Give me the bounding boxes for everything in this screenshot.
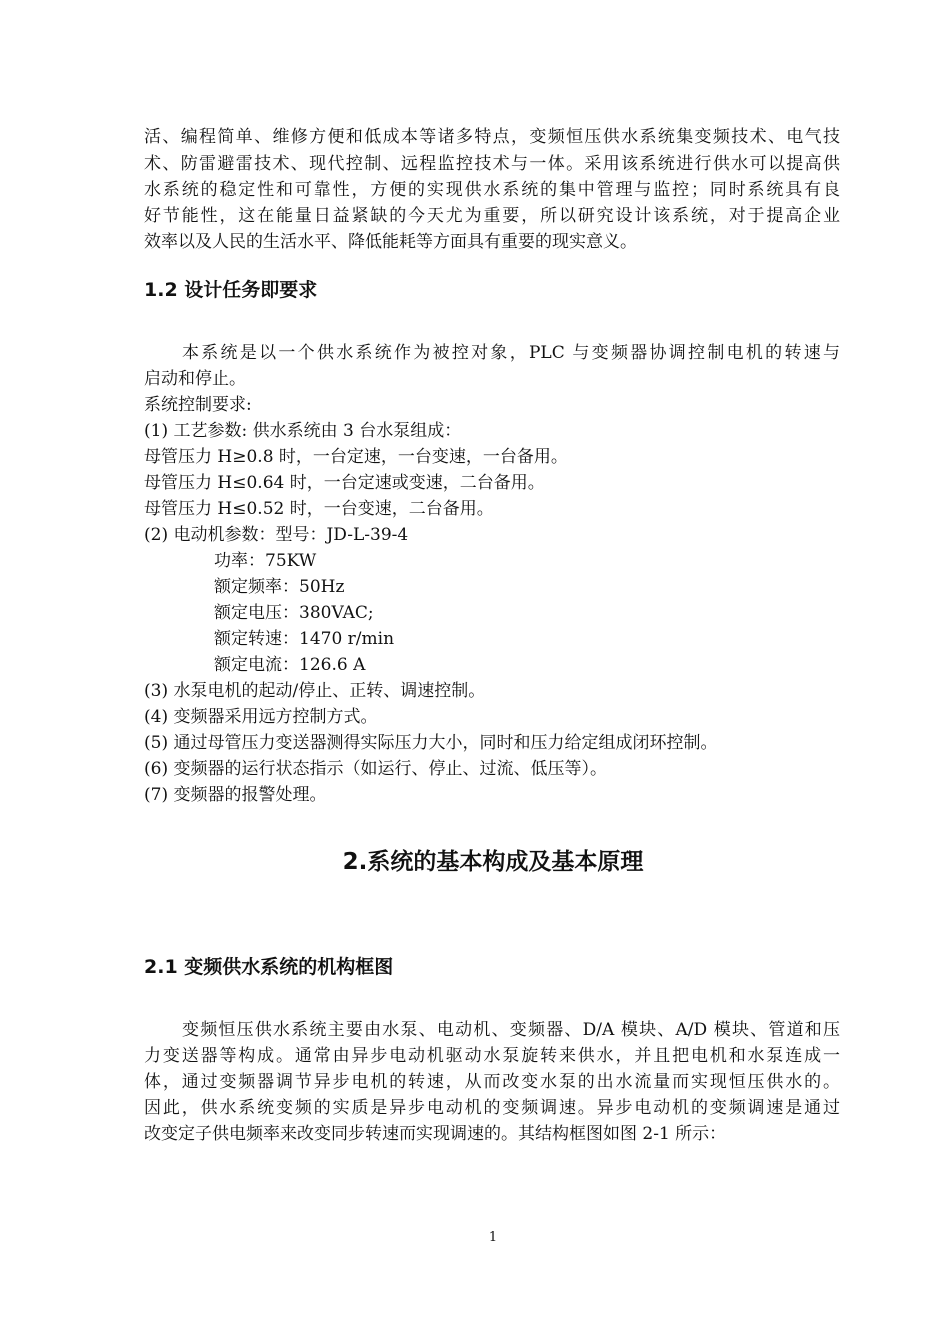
pressure-condition-2: 母管压力 H≤0.64 时，一台定速或变速，二台备用。	[144, 473, 545, 493]
section-heading-2-1: 2.1 变频供水系统的机构框图	[144, 956, 394, 978]
requirement-item-4: (4) 变频器采用远方控制方式。	[144, 707, 378, 727]
requirement-item-7: (7) 变频器的报警处理。	[144, 785, 327, 805]
requirement-item-6: (6) 变频器的运行状态指示（如运行、停止、过流、低压等）。	[144, 759, 607, 779]
intro-line-4: 好节能性，这在能量日益紧缺的今天尤为重要，所以研究设计该系统，对于提高企业	[144, 206, 840, 226]
motor-param-frequency: 额定频率：50Hz	[214, 577, 345, 597]
section-2-1-para-line-1: 变频恒压供水系统主要由水泵、电动机、变频器、D/A 模块、A/D 模块、管道和压	[182, 1020, 840, 1040]
motor-param-power: 功率：75KW	[214, 551, 317, 571]
intro-line-5: 效率以及人民的生活水平、降低能耗等方面具有重要的现实意义。	[144, 232, 637, 252]
section-2-1-para-line-2: 力变送器等构成。通常由异步电动机驱动水泵旋转来供水，并且把电机和水泵连成一	[144, 1046, 840, 1066]
pressure-condition-1: 母管压力 H≥0.8 时，一台定速，一台变速，一台备用。	[144, 447, 568, 467]
requirement-item-5: (5) 通过母管压力变送器测得实际压力大小，同时和压力给定组成闭环控制。	[144, 733, 718, 753]
intro-line-3: 水系统的稳定性和可靠性，方便的实现供水系统的集中管理与监控；同时系统具有良	[144, 180, 840, 200]
pressure-condition-3: 母管压力 H≤0.52 时，一台变速，二台备用。	[144, 499, 494, 519]
section-2-1-para-line-4: 因此，供水系统变频的实质是异步电动机的变频调速。异步电动机的变频调速是通过	[144, 1098, 840, 1118]
section-2-1-para-line-3: 体，通过变频器调节异步电机的转速，从而改变水泵的出水流量而实现恒压供水的。	[144, 1072, 840, 1092]
requirement-item-2: (2) 电动机参数：型号：JD-L-39-4	[144, 525, 409, 545]
page-number: 1	[488, 1230, 498, 1245]
requirement-item-1: (1) 工艺参数: 供水系统由 3 台水泵组成：	[144, 421, 462, 441]
intro-line-2: 术、防雷避雷技术、现代控制、远程监控技术与一体。采用该系统进行供水可以提高供	[144, 154, 840, 174]
requirements-title: 系统控制要求:	[144, 395, 252, 415]
intro-line-1: 活、编程简单、维修方便和低成本等诸多特点，变频恒压供水系统集变频技术、电气技	[144, 127, 840, 147]
motor-param-voltage: 额定电压：380VAC;	[214, 603, 374, 623]
motor-param-speed: 额定转速：1470 r/min	[214, 629, 395, 649]
section-heading-1-2: 1.2 设计任务即要求	[144, 279, 318, 301]
section-2-1-para-line-5: 改变定子供电频率来改变同步转速而实现调速的。其结构框图如图 2-1 所示：	[144, 1124, 727, 1144]
requirement-item-3: (3) 水泵电机的起动/停止、正转、调速控制。	[144, 681, 486, 701]
section-1-2-para-line-1: 本系统是以一个供水系统作为被控对象，PLC 与变频器协调控制电机的转速与	[182, 343, 840, 363]
chapter-heading-2: 2.系统的基本构成及基本原理	[342, 849, 644, 875]
section-1-2-para-line-2: 启动和停止。	[144, 369, 246, 389]
motor-param-current: 额定电流：126.6 A	[214, 655, 366, 675]
